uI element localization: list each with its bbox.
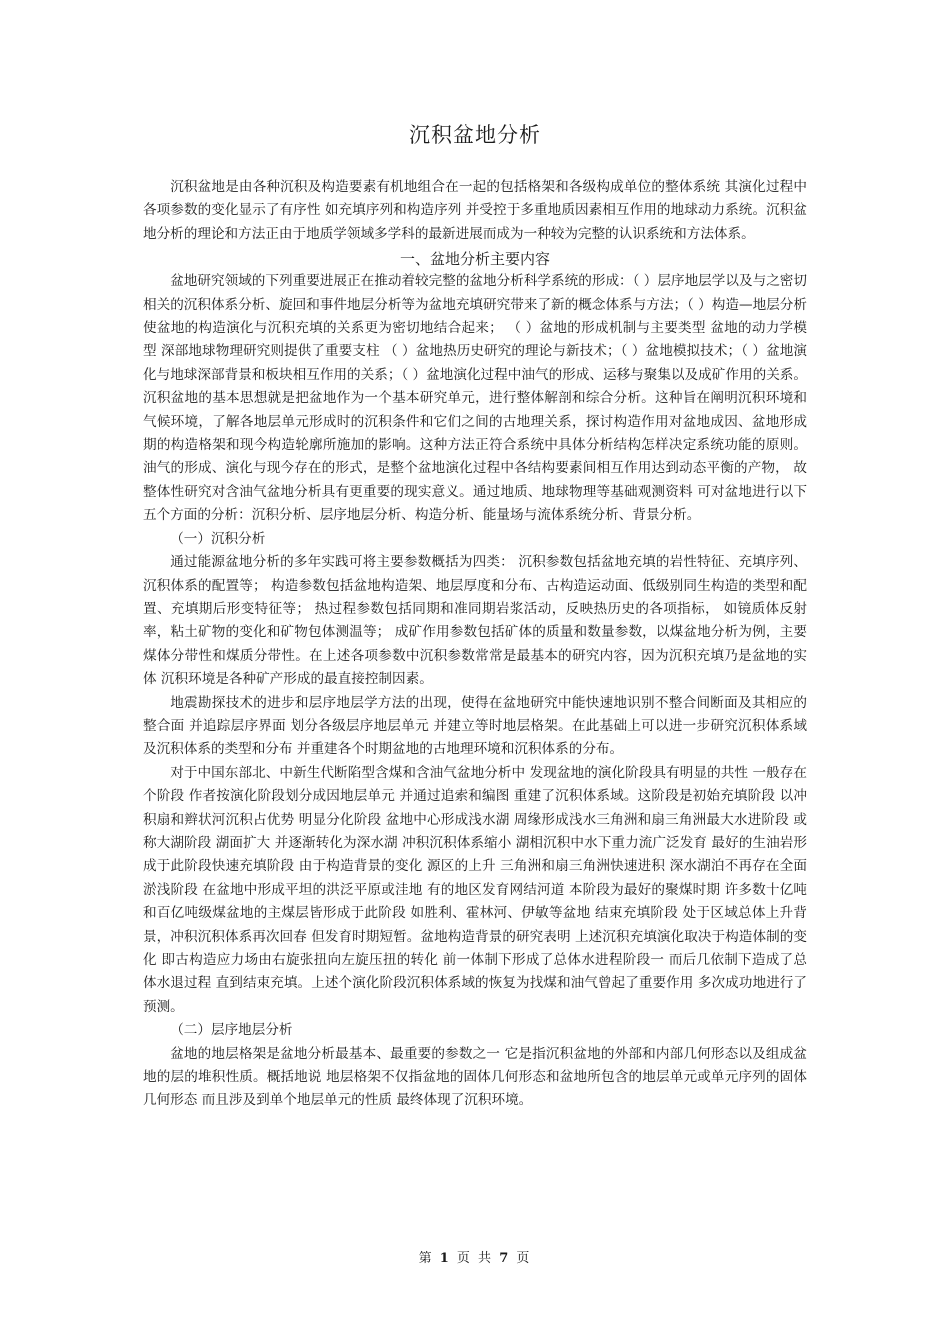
section-heading-basin-analysis-content: 一、盆地分析主要内容 bbox=[399, 250, 550, 269]
page-footer bbox=[0, 1247, 950, 1266]
sedimentary-paragraph-3: 对于中国东部北、中新生代断陷型含煤和含油气盆地分析中 发现盆地的演化阶段具有明显的共性 一般存在个阶段 作者按演化阶段划分成因地层单元 并通过追索和编图 重建了沉积体系域。这阶段是初始充填阶段 以冲积扇和辫状河沉积占优势 明显分化阶段 盆地中心形成浅水湖 周缘形成浅水三角洲和扇三角洲最大水进阶段 或称大湖阶段 湖面扩大 并逐渐转化为深水湖 冲积沉积体系缩小 湖相沉积中水下重力流广泛发育 最好的生油岩形成于此阶段快速充填阶段 由于构造背景的变化 源区的上升 三角洲和扇三角洲快速进积 深水湖泊不再存在全面淤浅阶段 在盆地中形成平坦的洪泛平原或洼地 有的地区发育网结河道 本阶段为最好的聚煤时期 许多数十亿吨和百亿吨级煤盆地的主煤层皆形成于此阶段 如胜利、霍林河、伊敏等盆地 结束充填阶段 处于区域总体上升背景，冲积沉积体系再次回春 但发育时期短暂。盆地构造背景的研究表明 上述沉积充填演化取决于构造体制的变化 即古构造应力场由右旋张扭向左旋压扭的转化 前一体制下形成了总体水进程阶段一 而后几依制下造成了总体水退过程 直到结束充填。上述个演化阶段沉积体系域的恢复为找煤和油气曾起了重要作用 多次成功地进行了预测。 bbox=[143, 764, 807, 1015]
document-body bbox=[143, 118, 807, 1113]
footer-page-number: 1 bbox=[439, 1251, 451, 1266]
sedimentary-paragraph-2: 地震勘探技术的进步和层序地层学方法的出现，使得在盆地研究中能快速地识别不整合间断面及其相应的整合面 并追踪层序界面 划分各级层序地层单元 并建立等时地层格架。在此基础上可以进一步研究沉积体系域及沉积体系的类型和分布 并重建各个时期盆地的古地理环境和沉积体系的分布。 bbox=[143, 694, 807, 758]
subsection-heading-sedimentary-analysis: （一）沉积分析 bbox=[170, 530, 266, 547]
sedimentary-paragraph-1: 通过能源盆地分析的多年实践可将主要参数概括为四类： 沉积参数包括盆地充填的岩性特征、充填序列、沉积体系的配置等； 构造参数包括盆地构造架、地层厚度和分布、古构造运动面、低级别同生构造的类型和配置、充填期后形变特征等； 热过程参数包括同期和准同期岩浆活动，反映热历史的各项指标， 如镜质体反射率，粘土矿物的变化和矿物包体测温等； 成矿作用参数包括矿体的质量和数量参数，以煤盆地分析为例，主要煤体分带性和煤质分带性。在上述各项参数中沉积参数常常是最基本的研究内容，因为沉积充填乃是盆地的实体 沉积环境是各种矿产形成的最直接控制因素。 bbox=[143, 554, 807, 688]
subsection-heading-sequence-stratigraphy: （二）层序地层分析 bbox=[170, 1022, 293, 1039]
intro-paragraph: 沉积盆地是由各种沉积及构造要素有机地组合在一起的包括格架和各级构成单位的整体系统 其演化过程中各项参数的变化显示了有序性 如充填序列和构造序列 并受控于多重地质因素相互作用的地球动力系统。沉积盆地分析的理论和方法正由于地质学领域多学科的最新进展而成为一种较为完整的认识系统和方法体系。 bbox=[143, 179, 807, 242]
section1-paragraph: 盆地研究领域的下列重要进展正在推动着较完整的盆地分析科学系统的形成：（ ）层序地层学以及与之密切相关的沉积体系分析、旋回和事件地层分析等为盆地充填研究带来了新的概念体系与方法；（ ）构造—地层分析使盆地的构造演化与沉积充填的关系更为密切地结合起来； （ ）盆地的形成机制与主要类型 盆地的动力学模型 深部地球物理研究则提供了重要支柱 （ ）盆地热历史研究的理论与新技术；（ ）盆地模拟技术；（ ）盆地演化与地球深部背景和板块相互作用的关系；（ ）盆地演化过程中油气的形成、运移与聚集以及成矿作用的关系。沉积盆地的基本思想就是把盆地作为一个基本研究单元，进行整体解剖和综合分析。这种旨在阐明沉积环境和气候环境，了解各地层单元形成时的沉积条件和它们之间的古地理关系，探讨构造作用对盆地成因、盆地形成期的构造格架和现今构造轮廓所施加的影响。这种方法正符合系统中具体分析结构怎样决定系统功能的原则。油气的形成、演化与现今存在的形式，是整个盆地演化过程中各结构要素间相互作用达到动态平衡的产物， 故整体性研究对含油气盆地分析具有更重要的现实意义。通过地质、地球物理等基础观测资料 可对盆地进行以下五个方面的分析：沉积分析、层序地层分析、构造分析、能量场与流体系统分析、背景分析。 bbox=[143, 273, 807, 524]
footer-middle: 页 共 bbox=[456, 1251, 494, 1266]
footer-prefix: 第 bbox=[418, 1251, 434, 1266]
document-title: 沉积盆地分析 bbox=[409, 123, 541, 147]
footer-suffix: 页 bbox=[516, 1251, 532, 1266]
sequence-paragraph-1: 盆地的地层格架是盆地分析最基本、最重要的参数之一 它是指沉积盆地的外部和内部几何形态以及组成盆地的层的堆积性质。概括地说 地层格架不仅指盆地的固体几何形态和盆地所包含的地层单元或单元序列的固体几何形态 而且涉及到单个地层单元的性质 最终体现了沉积环境。 bbox=[143, 1045, 807, 1109]
footer-total-pages: 7 bbox=[499, 1251, 511, 1266]
